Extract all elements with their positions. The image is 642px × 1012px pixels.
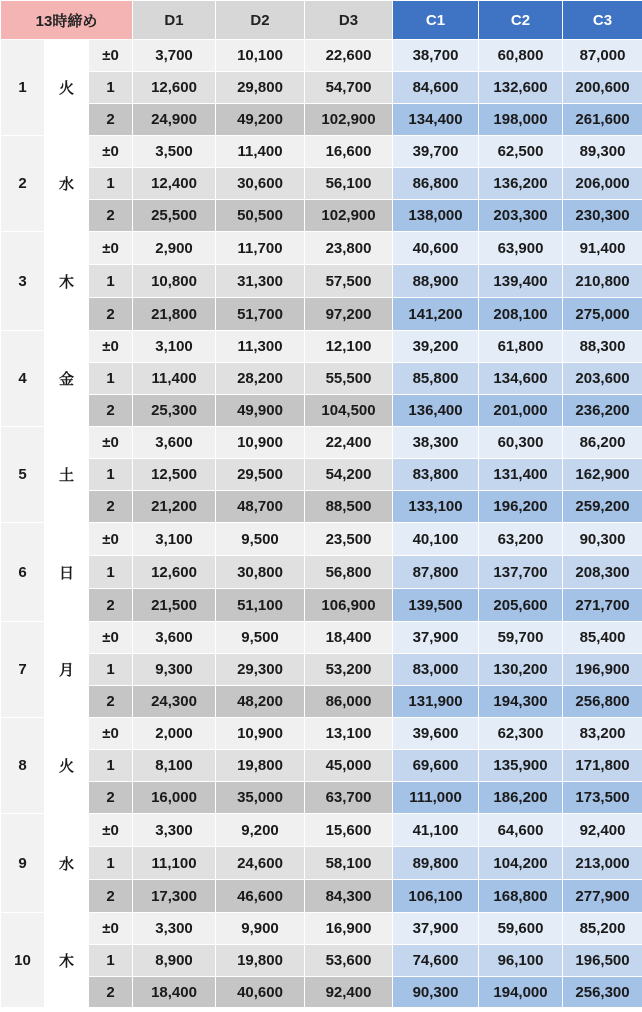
level-cell: 1 bbox=[89, 363, 133, 395]
d1-value: 3,100 bbox=[133, 523, 216, 556]
level-cell: 2 bbox=[89, 782, 133, 814]
weekday-label: 木 bbox=[45, 913, 89, 1008]
table-row bbox=[1, 977, 642, 1008]
table-row bbox=[1, 331, 642, 363]
d2-value: 48,200 bbox=[216, 686, 305, 718]
d2-value: 35,000 bbox=[216, 782, 305, 814]
d3-value: 16,600 bbox=[305, 136, 393, 168]
d2-value: 28,200 bbox=[216, 363, 305, 395]
d1-value: 12,600 bbox=[133, 72, 216, 104]
c2-value: 63,900 bbox=[479, 232, 563, 265]
d3-value: 106,900 bbox=[305, 589, 393, 622]
level-cell: 2 bbox=[89, 395, 133, 427]
level-cell: 1 bbox=[89, 654, 133, 686]
d3-value: 56,800 bbox=[305, 556, 393, 589]
c3-value: 87,000 bbox=[563, 40, 642, 72]
d1-value: 24,300 bbox=[133, 686, 216, 718]
level-cell: ±0 bbox=[89, 622, 133, 654]
d2-value: 11,400 bbox=[216, 136, 305, 168]
d2-value: 29,300 bbox=[216, 654, 305, 686]
table-row bbox=[1, 945, 642, 977]
c1-value: 69,600 bbox=[393, 750, 479, 782]
c3-value: 261,600 bbox=[563, 104, 642, 136]
d1-value: 11,100 bbox=[133, 847, 216, 880]
c1-value: 74,600 bbox=[393, 945, 479, 977]
c3-value: 196,900 bbox=[563, 654, 642, 686]
d3-value: 84,300 bbox=[305, 880, 393, 913]
d2-value: 11,300 bbox=[216, 331, 305, 363]
d2-value: 49,200 bbox=[216, 104, 305, 136]
level-cell: 2 bbox=[89, 589, 133, 622]
table-row bbox=[1, 622, 642, 654]
c3-value: 203,600 bbox=[563, 363, 642, 395]
d3-value: 23,800 bbox=[305, 232, 393, 265]
level-cell: 1 bbox=[89, 847, 133, 880]
table-row bbox=[1, 72, 642, 104]
weekday-label: 金 bbox=[45, 331, 89, 427]
c3-value: 173,500 bbox=[563, 782, 642, 814]
d3-value: 104,500 bbox=[305, 395, 393, 427]
d1-value: 21,500 bbox=[133, 589, 216, 622]
c2-value: 132,600 bbox=[479, 72, 563, 104]
c1-value: 37,900 bbox=[393, 913, 479, 945]
d2-value: 24,600 bbox=[216, 847, 305, 880]
d3-value: 92,400 bbox=[305, 977, 393, 1008]
d3-value: 88,500 bbox=[305, 491, 393, 523]
d1-value: 9,300 bbox=[133, 654, 216, 686]
d1-value: 2,000 bbox=[133, 718, 216, 750]
d3-value: 58,100 bbox=[305, 847, 393, 880]
c3-value: 91,400 bbox=[563, 232, 642, 265]
c2-value: 134,600 bbox=[479, 363, 563, 395]
d3-value: 22,400 bbox=[305, 427, 393, 459]
c3-value: 85,400 bbox=[563, 622, 642, 654]
header-row bbox=[1, 1, 642, 40]
table-row bbox=[1, 40, 642, 72]
c1-value: 40,600 bbox=[393, 232, 479, 265]
c1-value: 131,900 bbox=[393, 686, 479, 718]
day-number: 8 bbox=[1, 718, 45, 814]
d2-value: 10,100 bbox=[216, 40, 305, 72]
d1-value: 3,100 bbox=[133, 331, 216, 363]
d1-value: 3,600 bbox=[133, 427, 216, 459]
table-row bbox=[1, 880, 642, 913]
d3-value: 102,900 bbox=[305, 104, 393, 136]
d2-value: 30,600 bbox=[216, 168, 305, 200]
d2-value: 9,500 bbox=[216, 622, 305, 654]
day-number: 9 bbox=[1, 814, 45, 913]
c1-value: 86,800 bbox=[393, 168, 479, 200]
d3-value: 54,200 bbox=[305, 459, 393, 491]
c3-value: 83,200 bbox=[563, 718, 642, 750]
d3-value: 23,500 bbox=[305, 523, 393, 556]
d1-value: 3,500 bbox=[133, 136, 216, 168]
c1-value: 136,400 bbox=[393, 395, 479, 427]
d1-value: 2,900 bbox=[133, 232, 216, 265]
level-cell: ±0 bbox=[89, 913, 133, 945]
d2-value: 48,700 bbox=[216, 491, 305, 523]
c3-value: 277,900 bbox=[563, 880, 642, 913]
c1-value: 41,100 bbox=[393, 814, 479, 847]
c3-value: 210,800 bbox=[563, 265, 642, 298]
day-number: 5 bbox=[1, 427, 45, 523]
d2-value: 40,600 bbox=[216, 977, 305, 1008]
level-cell: 2 bbox=[89, 977, 133, 1008]
c1-value: 133,100 bbox=[393, 491, 479, 523]
c2-value: 139,400 bbox=[479, 265, 563, 298]
c2-value: 168,800 bbox=[479, 880, 563, 913]
c3-value: 256,800 bbox=[563, 686, 642, 718]
d3-value: 13,100 bbox=[305, 718, 393, 750]
table-row bbox=[1, 459, 642, 491]
c2-value: 59,700 bbox=[479, 622, 563, 654]
c1-value: 39,600 bbox=[393, 718, 479, 750]
level-cell: 1 bbox=[89, 168, 133, 200]
level-cell: ±0 bbox=[89, 427, 133, 459]
table-row bbox=[1, 298, 642, 331]
c2-value: 130,200 bbox=[479, 654, 563, 686]
d2-value: 51,700 bbox=[216, 298, 305, 331]
c3-value: 200,600 bbox=[563, 72, 642, 104]
level-cell: 1 bbox=[89, 556, 133, 589]
level-cell: ±0 bbox=[89, 331, 133, 363]
d2-value: 10,900 bbox=[216, 427, 305, 459]
c3-value: 89,300 bbox=[563, 136, 642, 168]
level-cell: 2 bbox=[89, 491, 133, 523]
d2-value: 29,800 bbox=[216, 72, 305, 104]
d3-value: 53,600 bbox=[305, 945, 393, 977]
c3-value: 208,300 bbox=[563, 556, 642, 589]
table-row bbox=[1, 589, 642, 622]
c1-value: 39,200 bbox=[393, 331, 479, 363]
d2-value: 11,700 bbox=[216, 232, 305, 265]
table-row bbox=[1, 104, 642, 136]
c3-value: 86,200 bbox=[563, 427, 642, 459]
c3-value: 162,900 bbox=[563, 459, 642, 491]
weekday-label: 水 bbox=[45, 814, 89, 913]
d1-value: 21,200 bbox=[133, 491, 216, 523]
day-number: 10 bbox=[1, 913, 45, 1008]
d1-value: 24,900 bbox=[133, 104, 216, 136]
col-header-c1: C1 bbox=[393, 1, 479, 40]
day-number: 3 bbox=[1, 232, 45, 331]
c1-value: 89,800 bbox=[393, 847, 479, 880]
c1-value: 84,600 bbox=[393, 72, 479, 104]
weekday-label: 木 bbox=[45, 232, 89, 331]
d2-value: 50,500 bbox=[216, 200, 305, 232]
c3-value: 196,500 bbox=[563, 945, 642, 977]
table-row bbox=[1, 750, 642, 782]
c2-value: 208,100 bbox=[479, 298, 563, 331]
d3-value: 45,000 bbox=[305, 750, 393, 782]
c2-value: 61,800 bbox=[479, 331, 563, 363]
d2-value: 9,200 bbox=[216, 814, 305, 847]
c1-value: 139,500 bbox=[393, 589, 479, 622]
c3-value: 85,200 bbox=[563, 913, 642, 945]
c1-value: 138,000 bbox=[393, 200, 479, 232]
deadline-title: 13時締め bbox=[1, 1, 133, 40]
d3-value: 18,400 bbox=[305, 622, 393, 654]
day-number: 1 bbox=[1, 40, 45, 136]
weekday-label: 水 bbox=[45, 136, 89, 232]
table-row bbox=[1, 427, 642, 459]
day-number: 2 bbox=[1, 136, 45, 232]
c3-value: 92,400 bbox=[563, 814, 642, 847]
level-cell: ±0 bbox=[89, 523, 133, 556]
c3-value: 259,200 bbox=[563, 491, 642, 523]
table-body bbox=[1, 40, 642, 1008]
d3-value: 12,100 bbox=[305, 331, 393, 363]
table-row bbox=[1, 814, 642, 847]
table-row bbox=[1, 913, 642, 945]
level-cell: ±0 bbox=[89, 718, 133, 750]
d2-value: 19,800 bbox=[216, 750, 305, 782]
c2-value: 63,200 bbox=[479, 523, 563, 556]
c2-value: 186,200 bbox=[479, 782, 563, 814]
c2-value: 137,700 bbox=[479, 556, 563, 589]
table-row bbox=[1, 395, 642, 427]
col-header-d2: D2 bbox=[216, 1, 305, 40]
c3-value: 88,300 bbox=[563, 331, 642, 363]
c1-value: 106,100 bbox=[393, 880, 479, 913]
weekday-label: 火 bbox=[45, 718, 89, 814]
table-row bbox=[1, 654, 642, 686]
d3-value: 22,600 bbox=[305, 40, 393, 72]
weekday-label: 土 bbox=[45, 427, 89, 523]
c3-value: 271,700 bbox=[563, 589, 642, 622]
c2-value: 201,000 bbox=[479, 395, 563, 427]
table-row bbox=[1, 265, 642, 298]
c1-value: 134,400 bbox=[393, 104, 479, 136]
d3-value: 97,200 bbox=[305, 298, 393, 331]
c2-value: 64,600 bbox=[479, 814, 563, 847]
d3-value: 102,900 bbox=[305, 200, 393, 232]
level-cell: ±0 bbox=[89, 814, 133, 847]
weekday-label: 火 bbox=[45, 40, 89, 136]
c1-value: 141,200 bbox=[393, 298, 479, 331]
c2-value: 205,600 bbox=[479, 589, 563, 622]
c2-value: 104,200 bbox=[479, 847, 563, 880]
d3-value: 54,700 bbox=[305, 72, 393, 104]
d1-value: 18,400 bbox=[133, 977, 216, 1008]
c2-value: 131,400 bbox=[479, 459, 563, 491]
d1-value: 12,500 bbox=[133, 459, 216, 491]
d2-value: 9,500 bbox=[216, 523, 305, 556]
c1-value: 87,800 bbox=[393, 556, 479, 589]
c3-value: 230,300 bbox=[563, 200, 642, 232]
d1-value: 12,600 bbox=[133, 556, 216, 589]
table-row bbox=[1, 556, 642, 589]
c2-value: 203,300 bbox=[479, 200, 563, 232]
d1-value: 11,400 bbox=[133, 363, 216, 395]
c1-value: 85,800 bbox=[393, 363, 479, 395]
d1-value: 25,500 bbox=[133, 200, 216, 232]
d2-value: 19,800 bbox=[216, 945, 305, 977]
col-header-d1: D1 bbox=[133, 1, 216, 40]
table-row bbox=[1, 686, 642, 718]
d2-value: 51,100 bbox=[216, 589, 305, 622]
level-cell: 1 bbox=[89, 945, 133, 977]
c1-value: 38,700 bbox=[393, 40, 479, 72]
d3-value: 55,500 bbox=[305, 363, 393, 395]
d1-value: 21,800 bbox=[133, 298, 216, 331]
c1-value: 83,000 bbox=[393, 654, 479, 686]
level-cell: 2 bbox=[89, 298, 133, 331]
c2-value: 198,000 bbox=[479, 104, 563, 136]
d1-value: 3,600 bbox=[133, 622, 216, 654]
d2-value: 29,500 bbox=[216, 459, 305, 491]
d2-value: 49,900 bbox=[216, 395, 305, 427]
level-cell: 2 bbox=[89, 200, 133, 232]
table-row bbox=[1, 523, 642, 556]
day-number: 6 bbox=[1, 523, 45, 622]
c3-value: 236,200 bbox=[563, 395, 642, 427]
d1-value: 25,300 bbox=[133, 395, 216, 427]
d1-value: 8,100 bbox=[133, 750, 216, 782]
weekday-label: 日 bbox=[45, 523, 89, 622]
c3-value: 213,000 bbox=[563, 847, 642, 880]
d1-value: 16,000 bbox=[133, 782, 216, 814]
c1-value: 90,300 bbox=[393, 977, 479, 1008]
c2-value: 196,200 bbox=[479, 491, 563, 523]
day-number: 4 bbox=[1, 331, 45, 427]
table-row bbox=[1, 782, 642, 814]
d3-value: 53,200 bbox=[305, 654, 393, 686]
d1-value: 17,300 bbox=[133, 880, 216, 913]
c2-value: 59,600 bbox=[479, 913, 563, 945]
c2-value: 62,500 bbox=[479, 136, 563, 168]
level-cell: ±0 bbox=[89, 136, 133, 168]
c1-value: 40,100 bbox=[393, 523, 479, 556]
d1-value: 8,900 bbox=[133, 945, 216, 977]
table-row bbox=[1, 136, 642, 168]
c2-value: 136,200 bbox=[479, 168, 563, 200]
level-cell: 2 bbox=[89, 880, 133, 913]
d2-value: 9,900 bbox=[216, 913, 305, 945]
c2-value: 96,100 bbox=[479, 945, 563, 977]
level-cell: 1 bbox=[89, 750, 133, 782]
table-row bbox=[1, 718, 642, 750]
c3-value: 206,000 bbox=[563, 168, 642, 200]
d3-value: 63,700 bbox=[305, 782, 393, 814]
day-number: 7 bbox=[1, 622, 45, 718]
c2-value: 62,300 bbox=[479, 718, 563, 750]
d1-value: 10,800 bbox=[133, 265, 216, 298]
d1-value: 3,300 bbox=[133, 814, 216, 847]
table-row bbox=[1, 363, 642, 395]
d3-value: 56,100 bbox=[305, 168, 393, 200]
d1-value: 3,300 bbox=[133, 913, 216, 945]
table-row bbox=[1, 491, 642, 523]
level-cell: 2 bbox=[89, 686, 133, 718]
d3-value: 15,600 bbox=[305, 814, 393, 847]
d2-value: 46,600 bbox=[216, 880, 305, 913]
c1-value: 88,900 bbox=[393, 265, 479, 298]
level-cell: 1 bbox=[89, 459, 133, 491]
c1-value: 39,700 bbox=[393, 136, 479, 168]
c2-value: 194,300 bbox=[479, 686, 563, 718]
level-cell: 2 bbox=[89, 104, 133, 136]
level-cell: ±0 bbox=[89, 232, 133, 265]
c3-value: 90,300 bbox=[563, 523, 642, 556]
c3-value: 256,300 bbox=[563, 977, 642, 1008]
d3-value: 57,500 bbox=[305, 265, 393, 298]
d2-value: 31,300 bbox=[216, 265, 305, 298]
col-header-d3: D3 bbox=[305, 1, 393, 40]
d1-value: 3,700 bbox=[133, 40, 216, 72]
c2-value: 135,900 bbox=[479, 750, 563, 782]
d2-value: 10,900 bbox=[216, 718, 305, 750]
table-row bbox=[1, 200, 642, 232]
c1-value: 38,300 bbox=[393, 427, 479, 459]
d2-value: 30,800 bbox=[216, 556, 305, 589]
table-row bbox=[1, 232, 642, 265]
c2-value: 194,000 bbox=[479, 977, 563, 1008]
col-header-c2: C2 bbox=[479, 1, 563, 40]
c2-value: 60,800 bbox=[479, 40, 563, 72]
c3-value: 275,000 bbox=[563, 298, 642, 331]
d1-value: 12,400 bbox=[133, 168, 216, 200]
weekday-label: 月 bbox=[45, 622, 89, 718]
table-row bbox=[1, 847, 642, 880]
c1-value: 83,800 bbox=[393, 459, 479, 491]
d3-value: 86,000 bbox=[305, 686, 393, 718]
level-cell: 1 bbox=[89, 72, 133, 104]
c1-value: 111,000 bbox=[393, 782, 479, 814]
c1-value: 37,900 bbox=[393, 622, 479, 654]
c2-value: 60,300 bbox=[479, 427, 563, 459]
table-row bbox=[1, 168, 642, 200]
d3-value: 16,900 bbox=[305, 913, 393, 945]
level-cell: 1 bbox=[89, 265, 133, 298]
c3-value: 171,800 bbox=[563, 750, 642, 782]
col-header-c3: C3 bbox=[563, 1, 642, 40]
level-cell: ±0 bbox=[89, 40, 133, 72]
